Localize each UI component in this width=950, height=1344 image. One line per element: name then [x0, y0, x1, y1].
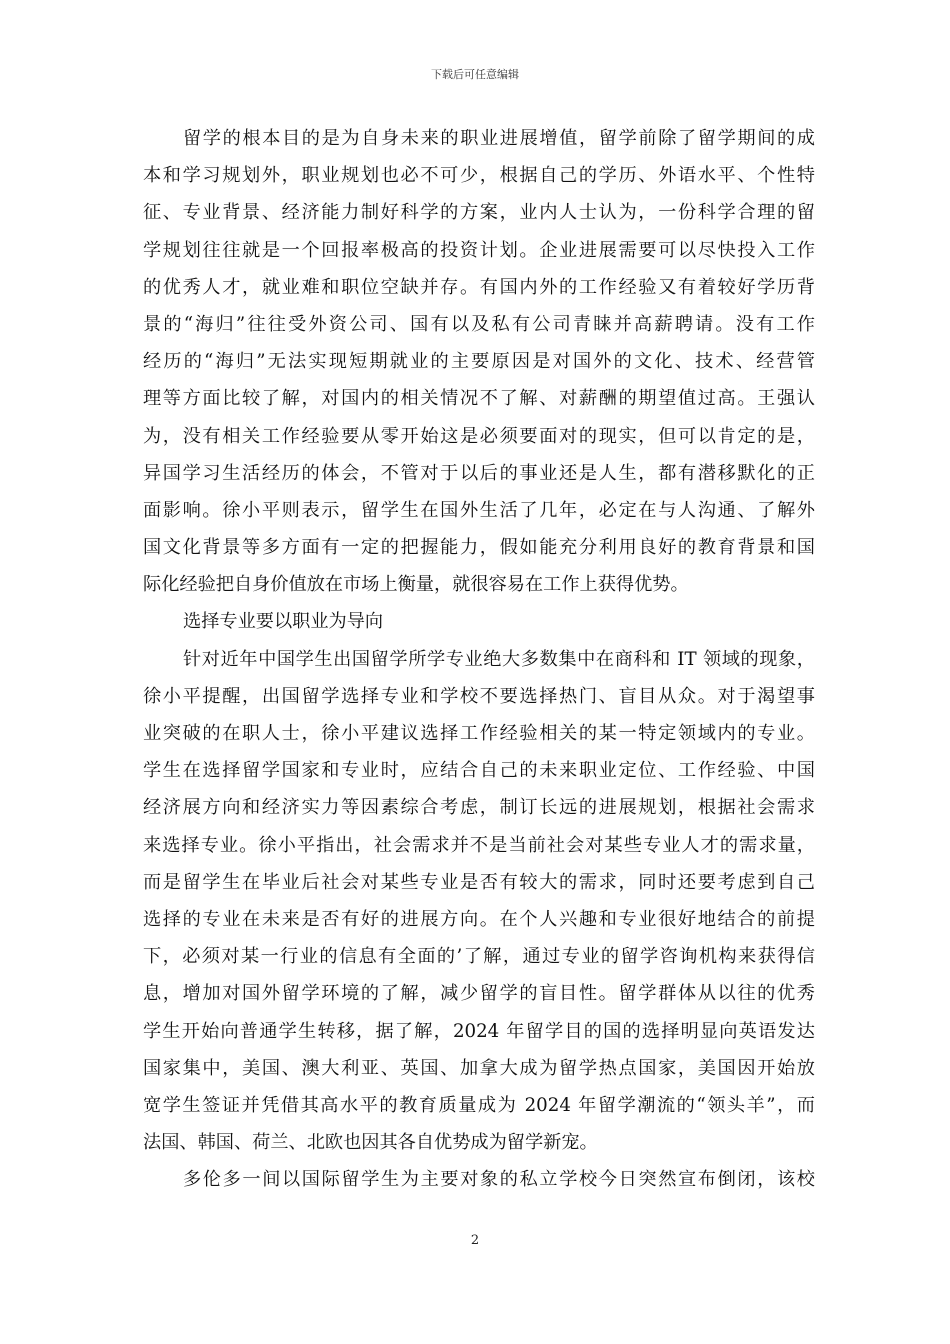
text-line: 徐小平提醒，出国留学选择专业和学校不要选择热门、盲目从众。对于渴望事 [143, 685, 815, 707]
text-line: 多伦多一间以国际留学生为主要对象的私立学校今日突然宣布倒闭，该校 [183, 1169, 815, 1191]
text-line: 学规划往往就是一个回报率极高的投资计划。企业进展需要可以尽快投入工作 [143, 239, 815, 261]
text-line: 国文化背景等多方面有一定的把握能力，假如能充分利用良好的教育背景和国 [143, 537, 815, 559]
text-line: 来选择专业。徐小平指出，社会需求并不是当前社会对某些专业人才的需求量， [143, 834, 815, 856]
text-line: 宽学生签证并凭借其高水平的教育质量成为 2024 年留学潮流的“领头羊”，而 [143, 1094, 815, 1116]
text-line: 的优秀人才，就业难和职位空缺并存。有国内外的工作经验又有着较好学历背 [143, 276, 815, 298]
text-line: 经历的“海归”无法实现短期就业的主要原因是对国外的文化、技术、经营管 [143, 351, 815, 373]
text-line: 为，没有相关工作经验要从零开始这是必须要面对的现实，但可以肯定的是， [143, 425, 815, 447]
text-line: 选择专业要以职业为导向 [183, 611, 384, 633]
document-body [143, 120, 815, 1198]
text-line: 息，增加对国外留学环境的了解，减少留学的盲目性。留学群体从以往的优秀 [143, 983, 815, 1005]
text-line: 国家集中，美国、澳大利亚、英国、加拿大成为留学热点国家，美国因开始放 [143, 1057, 815, 1079]
text-line: 法国、韩国、荷兰、北欧也因其各自优势成为留学新宠。 [143, 1132, 598, 1154]
text-line: 本和学习规划外，职业规划也必不可少，根据自己的学历、外语水平、个性特 [143, 165, 815, 187]
text-line: 下，必须对某一行业的信息有全面的’了解，通过专业的留学咨询机构来获得信 [143, 946, 815, 968]
text-line: 景的“海归”往往受外资公司、国有以及私有公司青睐并高薪聘请。没有工作 [143, 313, 815, 335]
text-line: 理等方面比较了解，对国内的相关情况不了解、对薪酬的期望值过高。王强认 [143, 388, 815, 410]
text-line: 经济展方向和经济实力等因素综合考虑，制订长远的进展规划，根据社会需求 [143, 797, 815, 819]
text-line: 针对近年中国学生出国留学所学专业绝大多数集中在商科和 IT 领域的现象， [183, 648, 815, 670]
page-number: 2 [470, 1233, 480, 1248]
text-line: 而是留学生在毕业后社会对某些专业是否有较大的需求，同时还要考虑到自己 [143, 871, 815, 893]
text-line: 业突破的在职人士，徐小平建议选择工作经验相关的某一特定领域内的专业。 [143, 723, 815, 744]
text-line: 选择的专业在未来是否有好的进展方向。在个人兴趣和专业很好地结合的前提 [143, 908, 815, 930]
text-line: 异国学习生活经历的体会，不管对于以后的事业还是人生，都有潜移默化的正 [143, 462, 815, 484]
text-line: 征、专业背景、经济能力制好科学的方案，业内人士认为，一份科学合理的留 [143, 202, 815, 224]
text-line: 学生在选择留学国家和专业时，应结合自己的未来职业定位、工作经验、中国 [143, 760, 815, 782]
page-header: 下载后可任意编辑 [431, 68, 519, 81]
text-line: 留学的根本目的是为自身未来的职业进展增值，留学前除了留学期间的成 [183, 128, 815, 149]
text-line: 学生开始向普通学生转移，据了解，2024 年留学目的国的选择明显向英语发达 [143, 1020, 815, 1042]
text-line: 际化经验把自身价值放在市场上衡量，就很容易在工作上获得优势。 [143, 574, 689, 596]
text-line: 面影响。徐小平则表示，留学生在国外生活了几年，必定在与人沟通、了解外 [143, 499, 815, 521]
